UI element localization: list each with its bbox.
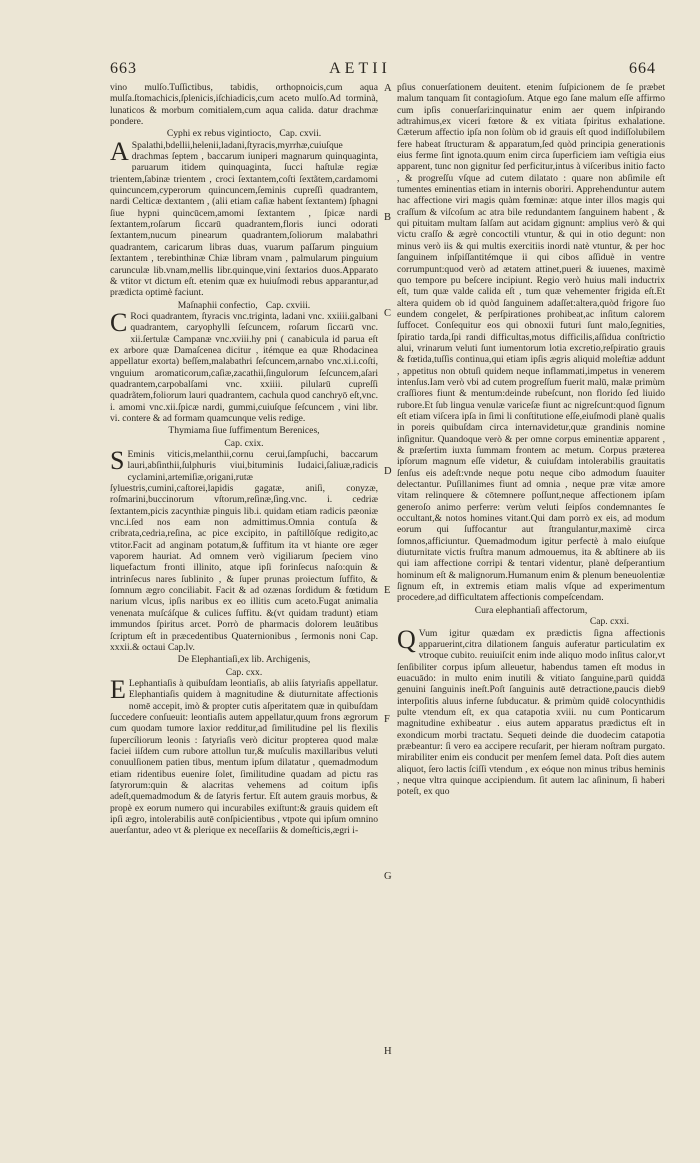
margin-letter-g: G — [384, 871, 392, 882]
section-body-masnaph — [110, 307, 378, 424]
drop-cap-c: C — [110, 307, 128, 337]
right-intro-paragraph: pſius conuerſationem deuitent. etenim ſuſpicionem de ſe præbet malum tanquam ſit contagioſum. Atque ego ſane malum eſſe affirmo cum ipſis conuerſari:inquinatur enim aer quem inſpirando adtrahimus,ex viceri fœtore & ex vitiata ſpiritus exhalatione. Cæterum affectio ipſa non ſolùm ob id grauis eſt quod indiſſolubilem fere habeat ſtructuram & apparatum,ſed quòd principia generationis eius ferme ſint ignota.quum enim circa ſuperficiem iam veſtigia eius apparent, tunc non gignitur ſed perficitur,intus à viſceribus initio facto , & progreſſu vſque ad cutem dilatato : quare non abſimile eſt tumentes eminentias etiam in internis oboriri. Apprehenduntur autem hac affectione viri magis quàm fœminæ: atque inter illos magis qui craſſum & viſcoſum ac atra bile redundantem ſanguinem habent , & qui pituitam multam ſalſam aut acidam gignunt: amplius verò & qui victu craſſo & ægrè concoctili vtuntur, & qui in otio degunt: non minus verò iis & qui multis exercitiis inordi natè vtuntur, & per hoc ſanguinem inſpiſſantitémque ii qui cibos aſſiduè in ventre corrumpunt:quod verò ad ætatem attinet,pueri & iuuenes, maximè quo tempore pu beſcere incipiunt. Regio verò huius mali inductrix eſt, tum quæ valde calida eſt , tum quæ vehementer frigida eſt.Et altera quidem ob id quòd ſanguinem adaſſet:altera,quòd frigore ſuo eundem congelet, & perſpirationes prohibeat,ac inſitum calorem ſuffocet. Conſequitur eos qui obnoxii futuri ſunt malo,ſegnities, ſpiratio tarda,ſpi randi difficultas,motus difficilis,aſſidua conſtrictio alui, vrinarum veluti ſunt iumentorum lotia excretio,reſpiratio grauis & fœtida,tuſſis continua,qui etiam ipſis ægris aliquid moleſtiæ addunt , appetitus non obtuſi quidem neque inflammati,impetus in venerem intenſus.Iam verò vbi ad cutem progreſſum fuerit malū, malæ primùm craſſiores fiunt & mentum:deinde rubeſcunt, non florido ſed liuido rubore.Et ſub lingua venulæ variceſæ fiunt ac nigreſcunt:quod ſignum eſt etiam viſcera ipſa in ſimi li conſtitutione eſſe,eiuſmodi planè qualis in poreis quibuſdam circa internavidetur,quæ grandinis nomine inſignitur. Quandoque verò & per omne corpus eminentiæ apparent , & præſertim iuxta ſummam frontem ac metum. Corpus præterea ipſorum magnum eſſe videtur, & cuiuſdam intolerabilis grauitatis ſenſus eis adeſt:vnde neque potu neque cibo admodum ſuauiter delectantur. Puſillanimes fiunt ad omnia , neque præ vitæ amore vitam relinquere & cōtemnere poſſunt,neque affectionem ipſam generoſo animo perferre: verùm veluti ſeipſos condemnantes ſe occultant,& notos homines vitant.Qui dam porrò ex eis, ad modum eorum qui ſuffocantur aut ſtrangulantur,maximè circa ſomnos,afficiuntur. Quemadmodum igitur perfectè à malo eiuſque diuturnitate victis fruſtra manum admouemus, ita & abſtinere ab iis qui iam affectione corripi & tentari videntur, planè deſperantium hominum eſt & malignorum.Humanum enim & plenum beneuolentiæ ſignum eſt, in extremis etiam malis vſque ad experimentum procedere,ad difficultatem affectionis compeſcendam. — [397, 82, 665, 604]
chapter-number-119: Cap. cxix. — [224, 437, 264, 449]
margin-letter-e: E — [384, 585, 391, 596]
section-body-thymiama — [110, 446, 378, 653]
margin-letter-f: F — [384, 714, 390, 725]
section-heading-cyphi — [110, 128, 378, 139]
margin-letter-a: A — [384, 83, 392, 94]
drop-cap-a: A — [110, 136, 129, 166]
section-body-cura — [397, 624, 665, 798]
right-column — [397, 82, 665, 1142]
section-text-cura: Vum igitur quædam ex prædictis ſigna affectionis apparuerint,citra dilationem ſanguis auferatur particulatim ex vtroque cubito. reuiuiſcit enim inde aliquo modo inſitus calor,vt ſenſibiliter corpus ipſum alleuetur, habendus tamen eſt modus in euacuādo: in multo enim inutili & vitiato ſanguine,parū quiddā genuini ſanguinis ineſt.Poſt ſanguinis autē detractione,paucis dieb9 interpoſitis aluus inferne ſubducatur. & primùm quidē colocynthidis pulte vtendum eſt, ex qua catapotia xviii. nu cum Ponticarum magnitudine exhibeatur . eius autem apparatus prædictus eſt in exondicum morbi tractatu. Sequeti deinde die duodecim catapotia præbeantur: ſi vero ea accipere recuſarit, per hieram noſtram purgato. mirabiliter enim eis conducit per menſem ſemel data. Poſt dies autem aliquot, ſero lactis ſciſſi vtendum , ex eóque non minus tribus heminis , neque vltra quinque accipiendum. ſit autem lac aſininum, ſi haberi poteſt, ex quo — [397, 627, 665, 798]
drop-cap-q: Q — [397, 624, 416, 654]
section-text-cyphi: Spalathi,bdellii,helenii,ladani,ſtyracis,myrrhæ,cuiuſque drachmas ſeptem , baccarum iuniperi magnarum quinquaginta, paruarum itidem quinquaginta, ſucci haſtulæ regiæ trientem,ſabinæ trientem , croci ſextantem,coſti ſextãtem,cardamomi quincuncem,cyperorum quincuncem,ſeminis cupreſſi quadrantem, nardi Celticæ dextantem , (alii etiam caſiæ habent ſextantem) ſphagni ſiue hypni quincūcem,amomi ſextantem , ſpicæ nardi ſextantem,roſarum ſiccarū quadrantem,floris iunci odorati ſextantem,nucum pinearum quadrantem,ſoliorum malabathri quadrantem, caricarum libras duas, vuarum paſſarum pinguium ſextantem , terebinthinæ Chiæ libram vnam , palmularum pinguium carunculæ lib.vnam,mellis libr.quinque,vini ſextarios duos.Apparato & vtitor vt dictum eſt. etenim quæ ex huiuſmodi rebus apparantur,ad prædicta optimè faciunt. — [110, 139, 378, 299]
section-text-masnaph: Roci quadrantem, ſtyracis vnc.triginta, ladani vnc. xxiiii.galbani quadrantem, caryophylli ſeſcuncem, roſarum ſiccarū vnc. xii.ſertulæ Campanæ vnc.xviii.hy pni ( canabicula id parua eſt ex arbore quæ Damaſcenea dicitur , itémque ea quæ Rhodacinea appellatur exorta) beſſem,malabathri ſeſcuncem,arnabo vnc.xi.i.coſti, vnguium aromaticorum,caſiæ,zacathii,ſingulorum ſeſcuncem,aſari quadrantem,carpobalſami vnc. xxiiii. pilularū cupreſſi quadrãtem,foliorum lauri quadrantem, cachula quod canchryō eſt,vnc. i. amomi vnc.xii.ſpicæ nardi, gummi,cuiuſque ſeſcuncem , vini libr. vi. contere & ad formam quamcunque velis redige. — [110, 310, 378, 424]
chapter-number-118: Cap. cxviii. — [265, 299, 311, 311]
section-title-cyphi: Cyphi ex rebus vigintiocto, — [166, 128, 272, 140]
left-page-number: 663 — [110, 60, 137, 77]
right-page-number: 664 — [629, 60, 656, 77]
left-intro-paragraph: vino mulſo.Tuſſictibus, tabidis, orthopnoicis,cum aqua mulſa.ſtomachicis,ſplenicis,iſchiadicis,cum aceto mulſo.Ad torminà, lunaticos & morbum comitialem,cum aqua calida. datur drachmæ pondere. — [110, 82, 378, 128]
section-text-thymiama: Eminis viticis,melanthii,cornu cerui,ſampſuchi, baccarum lauri,abſinthii,ſulphuris viui,bituminis Iudaici,ſaliuæ,radicis cyclamini,artemiſiæ,origani,rutæ ſyluestris,cumini,caſtorei,lapidis gagatæ, aniſi, conyzæ, roſmarini,buccinorum vſtorum,reſinæ,ſing.vnc. i. cedriæ ſextantem,picis zacynthiæ pinguis lib.i. quidam etiam radicis pæoniæ vnc.i.ſed nos eam non admittimus.Omnia contuſa & cribrata,cedria,reſina, ac pice excipito, in paſtillōſque redigito,ac vtitor.Facit ad anginam potatum,& ſuffitum ita vt hiante ore æger vaporem hauriat. Ad omnem verò vigiliarum ſpeciem vino liquefactum fronti illinito, atque ipſi forinſecus naſo:quin & intrinſecus nares ſublinito , & ſuper prunas proiectum ſuffito, & ſomnum ægro conciliabit. Facit & ad ozænas ſordidum & fœtidum narium vlcus, ipſis naribus ex eo illitis cum aceto.Fugat animalia venenata muſcáſque & culices ſuffitu. &(vt quidam tradunt) etiam immundos ſpiritus arcet. Porrò de pharmacis dolorem leuātibus ſcriptum eſt in præcedentibus Quaternionibus , ſermonis noni Cap. xxxii.& octaui Cap.lv. — [110, 449, 378, 653]
section-title-thymiama: Thymiama ſiue ſuffimentum Berenices, — [168, 425, 320, 437]
margin-letter-c: C — [384, 308, 392, 319]
chapter-number-117: Cap. cxvii. — [279, 128, 322, 140]
section-title-cura: Cura elephantiaſi affectorum, — [474, 604, 588, 616]
section-title-masnaph: Maſnaphii confectio, — [177, 299, 258, 311]
section-heading-masnaph — [110, 300, 378, 311]
chapter-number-121: Cap. cxxi. — [589, 616, 629, 628]
section-body-cyphi — [110, 136, 378, 299]
section-text-elephantiasis: Lephantiaſis à quibuſdam leontiaſis, ab aliis ſatyriaſis appellatur. Elephantiaſis quidem à magnitudine & diuturnitate affectionis nomē accepit, imò & propter cutis aſperitatem quæ in quibuſdam ſuccedere conſueuit: leontiaſis autem appellatur,quum frons ægrorum cum quodam tumore laxior redditur,ad ſimilitudine pel lis flexilis ſupercíliorum leonis : ſatyriaſis verò dicitur propterea quod malæ faciei iiſdem cum rubore attollun tur,& muſculis maxillaribus veluti conuulſionem patien tibus, mentum ipſum dilatatur , quemadmodum etiam ridentibus euenire ſolet, ſimilitudine quadam ad pictu ras ſatyrorum:quin & alacritas vehemens ad coitum ipſis adeſt,quemadmodum & de ſatyris fertur. Eſt autem grauis morbus, & propè ex eorum numero qui incurabiles exiſtunt:& grauis quidem eſt ipſi ægro, intolerabilis autē conſpicientibus , vtpote qui ipſum omnino auerſantur, adeo vt & plerique ex neceſſariis & domeſticis,ægri i- — [110, 677, 378, 837]
chapter-number-120: Cap. cxx. — [225, 666, 263, 678]
margin-letter-b: B — [384, 212, 392, 223]
drop-cap-s: S — [110, 446, 125, 475]
margin-letter-h: H — [384, 1046, 392, 1057]
left-column — [110, 82, 378, 1142]
running-title: AETII — [329, 60, 391, 77]
margin-letter-d: D — [384, 466, 392, 477]
drop-cap-e: E — [110, 674, 126, 704]
section-title-elephantiasis: De Elephantiaſi,ex lib. Archigenis, — [177, 654, 311, 666]
section-body-elephantiasis — [110, 674, 378, 837]
